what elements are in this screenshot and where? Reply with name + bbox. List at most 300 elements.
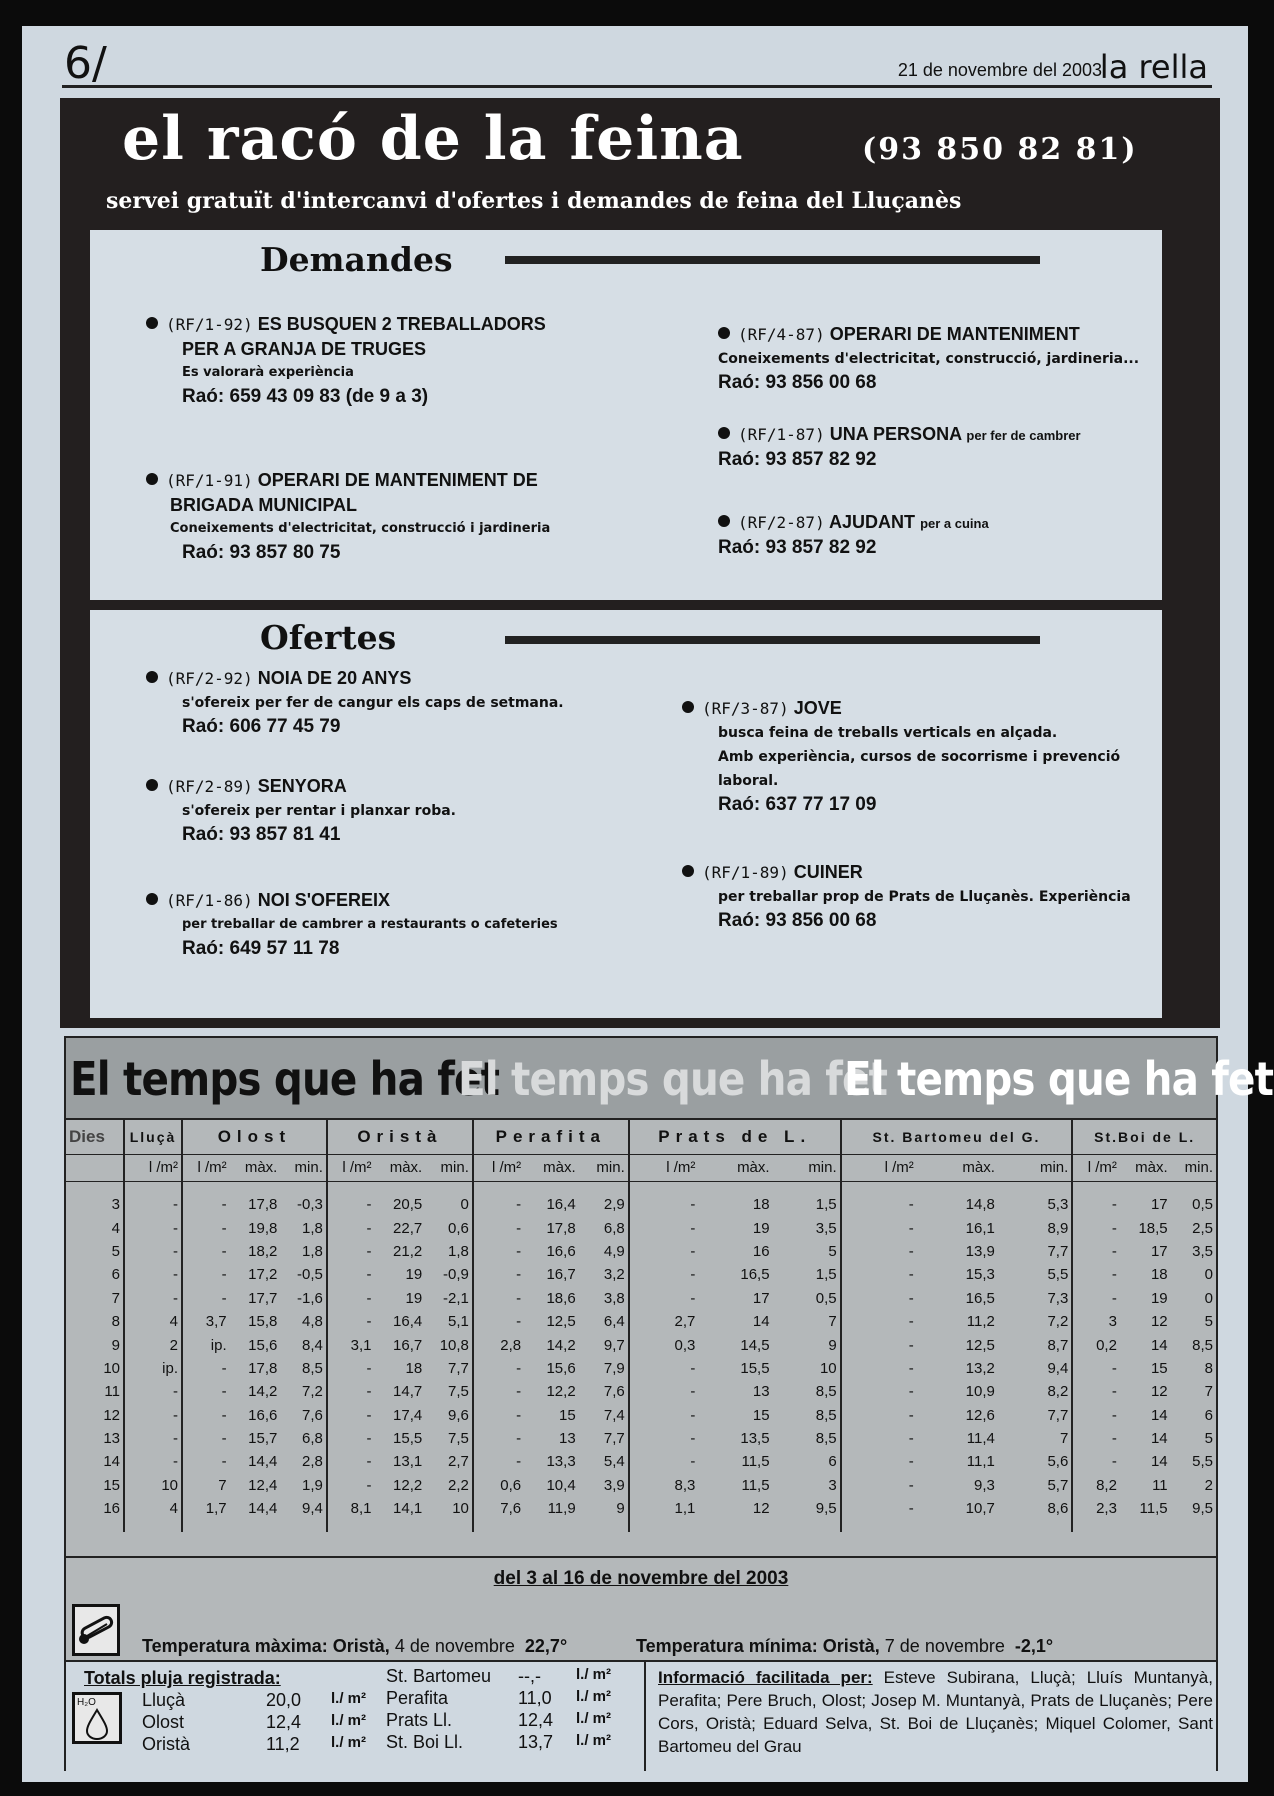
table-cell: 14 [752,1313,770,1331]
rain-totals [66,1662,1216,1771]
table-cell: - [327,1216,375,1239]
heading-rule [505,636,1040,644]
table-cell: 17,4 [393,1406,423,1424]
table-cell: - [182,1357,230,1380]
table-row [66,1216,1216,1239]
table-cell: 5 [1204,1430,1213,1448]
table-row [66,1193,1216,1216]
table-cell: - [327,1310,375,1333]
table-cell: - [327,1357,375,1380]
table-cell: 18,6 [546,1289,576,1307]
table-cell: 0 [1204,1266,1213,1284]
table-cell: 0,6 [473,1474,524,1497]
table-cell: 6,4 [603,1313,625,1331]
table-cell: 11,1 [966,1453,995,1471]
rain-col-header: l /m² [473,1154,524,1181]
station-header: Olost [182,1120,327,1154]
rain-station: St. Bartomeu [386,1666,492,1686]
rain-station: Perafita [386,1688,449,1708]
table-cell: 8,5 [302,1359,323,1377]
table-cell: 6 [111,1266,120,1284]
table-cell: 19 [1150,1289,1168,1307]
table-cell: 15 [752,1406,770,1424]
table-cell: 5 [1204,1313,1213,1331]
list-item: (RF/3-87) JOVE busca feina de treballs verticals en alçada. Amb experiència, cursos de socorrisme i prevenció laboral. Raó: 637 77 17 09 [682,696,1132,817]
table-cell: 4,9 [603,1242,625,1260]
table-cell: 13,9 [965,1242,995,1260]
table-row [66,1474,1216,1497]
table-cell: 14 [1150,1406,1168,1424]
table-cell: - [327,1450,375,1473]
table-cell: - [629,1357,699,1380]
section-subtitle: servei gratuït d'intercanvi d'ofertes i demandes de feina del Lluçanès [106,188,962,214]
table-cell: 14,4 [248,1453,278,1471]
table-cell: 14 [1150,1336,1168,1354]
weather-title: El temps que ha fet [70,1052,500,1106]
table-cell: 8,4 [302,1336,323,1354]
rain-value: 20,0 [266,1690,302,1710]
table-cell: 10,8 [439,1336,469,1354]
table-cell: 5,6 [1047,1453,1069,1471]
table-cell: - [841,1380,917,1403]
table-cell: 13 [752,1383,770,1401]
table-cell: 11 [104,1383,120,1401]
table-cell: 14,8 [965,1196,995,1214]
table-cell: - [841,1216,917,1239]
table-cell: 13,3 [546,1453,576,1471]
table-cell: 8,5 [815,1430,837,1448]
table-cell: 7,2 [302,1383,323,1401]
list-item: (RF/1-87) UNA PERSONA per fer de cambrer Raó: 93 857 82 92 [718,424,1081,470]
table-cell: 14 [103,1453,120,1471]
table-cell: 19 [405,1266,423,1284]
rain-unit: l./ m² [331,1734,367,1751]
table-cell: 6,8 [302,1430,323,1448]
section-title: el racó de la feina [122,104,744,174]
section-phone: (93 850 82 81) [862,132,1138,167]
table-cell: 15 [103,1476,120,1494]
table-cell: 8,7 [1047,1336,1069,1354]
table-cell: - [1072,1427,1120,1450]
table-cell: 12,5 [965,1336,995,1354]
table-cell: 5,3 [1047,1196,1069,1214]
weather-title: El temps que ha fet [458,1052,888,1106]
table-cell: -0,9 [443,1266,469,1284]
table-cell: 12,6 [965,1406,995,1424]
table-cell: 1,9 [302,1476,323,1494]
table-row [66,1450,1216,1473]
table-cell: - [841,1333,917,1356]
rain-value: --,- [518,1666,541,1686]
table-cell: 17,8 [546,1219,576,1237]
station-header: Lluçà [124,1120,182,1154]
table-cell: 9,4 [1047,1359,1069,1377]
min-col-header: min. [280,1154,327,1181]
table-row [66,1497,1216,1520]
table-cell: 1,5 [815,1196,837,1214]
page-number: 6/ [64,38,107,89]
table-cell: 7 [1059,1430,1069,1448]
table-cell: - [124,1216,182,1239]
table-cell: - [327,1263,375,1286]
table-cell: 11,5 [1139,1500,1168,1518]
table-cell: 1,7 [182,1497,230,1520]
table-cell: 15,7 [248,1430,278,1448]
table-cell: 18 [1150,1266,1168,1284]
demandes-box [90,230,1162,600]
table-cell: 11 [1152,1476,1168,1494]
table-cell: 8,9 [1047,1219,1069,1237]
table-row [66,1380,1216,1403]
table-cell: 9,5 [1192,1500,1213,1518]
table-cell: 6,8 [603,1219,625,1237]
list-item: (RF/2-89) SENYORA s'ofereix per rentar i planxar roba. Raó: 93 857 81 41 [146,774,626,847]
table-row [66,1240,1216,1263]
table-cell: 2,7 [629,1310,699,1333]
table-cell: 10,9 [965,1383,995,1401]
table-cell: 0,2 [1072,1333,1120,1356]
table-cell: - [473,1216,524,1239]
table-cell: 3 [1072,1310,1120,1333]
bullet-icon [146,779,158,791]
station-header: Prats de L. [629,1120,841,1154]
table-cell: 2 [124,1333,182,1356]
page-header [62,36,1212,88]
table-cell: - [124,1404,182,1427]
table-cell: 16,4 [393,1313,423,1331]
table-cell: 0,3 [629,1333,699,1356]
list-item: (RF/2-92) NOIA DE 20 ANYS s'ofereix per fer de cangur els caps de setmana. Raó: 606 77 45 79 [146,666,626,739]
bullet-icon [146,317,158,329]
table-cell: 16 [752,1242,770,1260]
table-cell: 11,4 [966,1430,995,1448]
table-cell: 5,1 [448,1313,469,1331]
max-col-header: màx. [917,1154,998,1181]
table-cell: 9,5 [815,1500,837,1518]
table-cell: 15,8 [248,1313,278,1331]
table-cell: 10 [452,1500,469,1518]
table-cell: - [629,1380,699,1403]
table-cell: - [629,1427,699,1450]
rain-station: Lluçà [142,1690,186,1710]
table-cell: - [1072,1216,1120,1239]
table-cell: 8,2 [1072,1474,1120,1497]
table-cell: - [124,1380,182,1403]
weather-table [66,1120,1216,1532]
rain-station: St. Boi Ll. [386,1732,464,1752]
rain-value: 11,0 [518,1688,552,1708]
table-cell: 8,5 [815,1406,837,1424]
weather-title: El temps que ha fet [844,1052,1274,1106]
table-cell: - [473,1380,524,1403]
bullet-icon [146,671,158,683]
table-cell: - [841,1427,917,1450]
table-cell: 18 [752,1196,770,1214]
table-cell: 3,5 [815,1219,837,1237]
rain-unit: l./ m² [576,1688,612,1705]
table-cell: - [182,1263,230,1286]
table-cell: 10,4 [546,1476,576,1494]
min-col-header: min. [1171,1154,1216,1181]
table-cell: - [1072,1263,1120,1286]
table-cell: 12 [752,1500,770,1518]
table-cell: - [473,1263,524,1286]
table-cell: - [629,1240,699,1263]
table-cell: - [841,1404,917,1427]
station-header: Perafita [473,1120,629,1154]
info-credits: Informació facilitada per: Esteve Subirana, Lluçà; Lluís Muntanyà, Perafita; Pere Bruch, Olost; Josep M. Muntanyà, Prats de Lluçanès; Pere Cors, Oristà; Eduard Selva, St. Boi de Lluçanès; Miquel Colomer, Sant Bartomeu del Grau [658,1668,1213,1756]
table-cell: - [182,1240,230,1263]
table-cell: 15 [558,1406,576,1424]
bullet-icon [146,893,158,905]
table-cell: 12 [103,1406,120,1424]
table-cell: 8 [1204,1359,1213,1377]
table-cell: - [327,1287,375,1310]
table-cell: 8,6 [1047,1500,1069,1518]
table-cell: 13 [558,1430,576,1448]
table-cell: 16,7 [393,1336,423,1354]
rain-value: 12,4 [266,1712,302,1732]
table-cell: 7 [1204,1383,1213,1401]
table-cell: 7,7 [448,1359,469,1377]
table-cell: 4 [124,1497,182,1520]
divider [644,1662,646,1771]
table-cell: 5,5 [1192,1453,1213,1471]
table-cell: 22,7 [393,1219,423,1237]
table-cell: - [1072,1450,1120,1473]
table-row [66,1333,1216,1356]
table-cell: - [124,1287,182,1310]
table-cell: - [629,1193,699,1216]
table-cell: 17,2 [248,1266,278,1284]
table-cell: 8,3 [629,1474,699,1497]
table-cell: 9,4 [302,1500,323,1518]
newspaper-page [22,26,1274,1782]
table-cell: 17,7 [248,1289,278,1307]
table-cell: 15 [1150,1359,1168,1377]
table-cell: 5,5 [1047,1266,1069,1284]
min-col-header: min. [773,1154,841,1181]
table-cell: 12 [1150,1383,1168,1401]
rain-station: Olost [142,1712,185,1732]
table-cell: 13,5 [740,1430,770,1448]
bullet-icon [718,327,730,339]
table-cell: 7,6 [603,1383,625,1401]
table-cell: 14,5 [740,1336,770,1354]
table-cell: 2,8 [473,1333,524,1356]
min-col-header: min. [579,1154,629,1181]
table-cell: - [841,1240,917,1263]
table-cell: - [841,1497,917,1520]
table-cell: 7,5 [448,1383,469,1401]
ofertes-box [90,610,1162,1018]
table-cell: 19 [405,1289,423,1307]
table-cell: 0,5 [815,1289,837,1307]
table-cell: 8,2 [1047,1383,1069,1401]
list-item: (RF/1-91) OPERARI DE MANTENIMENT DE BRIGADA MUNICIPAL Coneixements d'electricitat, construcció i jardineria Raó: 93 857 80 75 [146,468,636,565]
newspaper-name: la rella [1099,48,1208,86]
table-cell: 15,5 [393,1430,423,1448]
table-cell: - [1072,1404,1120,1427]
table-cell: 18 [405,1359,423,1377]
table-row [66,1427,1216,1450]
table-cell: 3 [111,1196,120,1214]
table-row [66,1357,1216,1380]
table-cell: 12,2 [546,1383,576,1401]
table-cell: 8,5 [1192,1336,1213,1354]
max-col-header: màx. [1120,1154,1171,1181]
table-cell: 6 [828,1453,837,1471]
table-cell: - [327,1380,375,1403]
table-cell: 10,7 [965,1500,995,1518]
table-cell: - [182,1380,230,1403]
table-cell: - [1072,1193,1120,1216]
bullet-icon [718,427,730,439]
table-cell: - [327,1240,375,1263]
table-cell: 4 [111,1219,120,1237]
table-cell: - [841,1263,917,1286]
table-cell: 2,2 [448,1476,469,1494]
table-cell: 17,8 [248,1359,278,1377]
table-cell: - [1072,1287,1120,1310]
table-cell: - [327,1404,375,1427]
table-cell: 14,4 [248,1500,278,1518]
table-cell: 3,7 [182,1310,230,1333]
table-cell: 7,6 [302,1406,323,1424]
table-cell: 1,8 [302,1219,323,1237]
table-cell: 7,4 [603,1406,625,1424]
table-cell: - [629,1404,699,1427]
bullet-icon [146,473,158,485]
table-cell: 7,7 [603,1430,625,1448]
max-col-header: màx. [524,1154,579,1181]
table-cell: - [327,1193,375,1216]
table-cell: 7,2 [1047,1313,1069,1331]
table-cell: - [1072,1380,1120,1403]
rain-totals-label: Totals pluja registrada: [84,1668,281,1688]
water-drop-icon: H₂O [72,1692,122,1744]
station-header: St. Bartomeu del G. [841,1120,1073,1154]
table-cell: - [1072,1357,1120,1380]
table-cell: - [629,1287,699,1310]
table-cell: 12,2 [393,1476,423,1494]
table-cell: - [473,1240,524,1263]
table-cell: - [473,1310,524,1333]
table-cell: 9,6 [448,1406,469,1424]
table-cell: 15,6 [546,1359,576,1377]
table-cell: 11,5 [741,1476,770,1494]
table-cell: - [473,1427,524,1450]
rain-unit: l./ m² [331,1712,367,1729]
table-row [66,1263,1216,1286]
rain-col-header: l /m² [327,1154,375,1181]
table-cell: 2,5 [1192,1219,1213,1237]
table-cell: 14,2 [546,1336,576,1354]
table-cell: 14 [1150,1430,1168,1448]
rain-value: 11,2 [266,1734,300,1754]
thermometer-icon [72,1604,120,1656]
table-cell: 12 [1150,1313,1168,1331]
table-cell: ip. [182,1333,230,1356]
rain-unit: l./ m² [576,1710,612,1727]
weather-section [64,1036,1274,1771]
table-cell: 16,1 [965,1219,995,1237]
table-cell: 17 [752,1289,770,1307]
table-cell: 12,5 [546,1313,576,1331]
table-row [66,1310,1216,1333]
table-cell: - [841,1287,917,1310]
table-cell: 1,5 [815,1266,837,1284]
min-temperature: Temperatura mínima: Oristà, 7 de novembre -2,1° [636,1636,1054,1656]
table-cell: 2 [1204,1476,1213,1494]
list-item: (RF/1-92) ES BUSQUEN 2 TREBALLADORS PER A GRANJA DE TRUGES Es valorarà experiència Raó: 659 43 09 83 (de 9 a 3) [146,312,626,409]
table-cell: 7,7 [1047,1242,1069,1260]
ofertes-heading: Ofertes [260,618,397,657]
table-cell: 0 [1204,1289,1213,1307]
table-cell: - [327,1427,375,1450]
table-cell: 7 [828,1313,837,1331]
table-cell: - [182,1287,230,1310]
table-cell: 14 [1150,1453,1168,1471]
rain-col-header: l /m² [841,1154,917,1181]
table-cell: 2,9 [603,1196,625,1214]
table-cell: 15,3 [965,1266,995,1284]
rain-station: Oristà [142,1734,191,1754]
table-cell: 1,8 [302,1242,323,1260]
max-col-header: màx. [230,1154,281,1181]
table-cell: 5 [111,1242,120,1260]
table-cell: - [124,1450,182,1473]
table-cell: 1,1 [629,1497,699,1520]
table-cell: 16,5 [740,1266,770,1284]
max-col-header: màx. [375,1154,426,1181]
table-cell: - [629,1216,699,1239]
table-cell: 9 [828,1336,837,1354]
table-cell: - [841,1193,917,1216]
table-cell: 2,7 [448,1453,469,1471]
table-row [66,1404,1216,1427]
table-cell: 2,8 [302,1453,323,1471]
table-cell: - [124,1263,182,1286]
table-cell: 8 [111,1313,120,1331]
table-cell: 16,5 [965,1289,995,1307]
list-item: (RF/1-89) CUINER per treballar prop de Prats de Lluçanès. Experiència Raó: 93 856 00 68 [682,860,1152,933]
table-cell: 18,2 [248,1242,278,1260]
table-cell: 1,8 [448,1242,469,1260]
issue-date: 21 de novembre del 2003 [897,60,1102,80]
table-cell: - [327,1474,375,1497]
table-cell: 3,1 [327,1333,375,1356]
min-col-header: min. [425,1154,473,1181]
table-cell: - [473,1287,524,1310]
demandes-heading: Demandes [260,240,453,279]
table-cell: 17 [1150,1242,1168,1260]
rain-unit: l./ m² [331,1690,367,1707]
station-header: Oristà [327,1120,473,1154]
table-cell: 8,5 [815,1383,837,1401]
bullet-icon [682,701,694,713]
table-cell: 9,7 [603,1336,625,1354]
table-cell: 7,3 [1047,1289,1069,1307]
rain-unit: l./ m² [576,1732,612,1749]
table-cell: -0,5 [297,1266,323,1284]
rain-col-header: l /m² [182,1154,230,1181]
table-cell: 9 [111,1336,120,1354]
table-cell: 7,6 [473,1497,524,1520]
table-cell: 3,5 [1192,1242,1213,1260]
table-cell: 16,6 [248,1406,278,1424]
table-cell: 0,6 [448,1219,469,1237]
